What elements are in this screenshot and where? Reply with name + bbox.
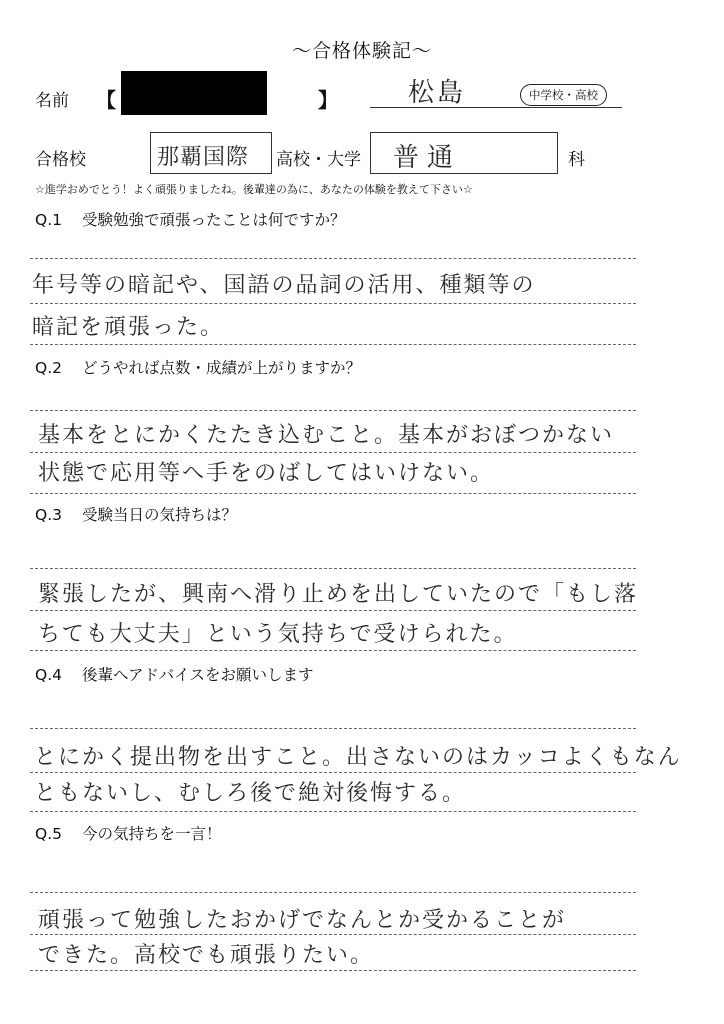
intro-text: ☆進学おめでとう！よく頑張りましたね。後輩達の為に、あなたの体験を教えて下さい☆ xyxy=(35,183,473,196)
question-4 xyxy=(35,663,314,685)
department-box xyxy=(370,132,558,174)
question-number: Q.4 xyxy=(35,666,62,684)
answer-5-line-2: できた。高校でも頑張りたい。 xyxy=(38,943,375,968)
answer-2-line-1: 基本をとにかくたたき込むこと。基本がおぼつかない xyxy=(38,423,615,448)
school-label: 合格校 xyxy=(35,150,86,170)
school-name: 那覇国際 xyxy=(157,145,250,170)
question-1 xyxy=(35,208,345,230)
answer-line xyxy=(30,452,636,453)
answer-line xyxy=(30,410,636,411)
answer-line xyxy=(30,610,636,611)
answer-4-line-1: とにかく提出物を出すこと。出さないのはカッコよくもなん xyxy=(34,745,682,770)
question-3 xyxy=(35,503,237,525)
name-underline xyxy=(370,107,622,108)
school-name-box xyxy=(150,132,272,174)
answer-3-line-2: ちても大丈夫」という気持ちで受けられた。 xyxy=(38,622,518,647)
answer-line xyxy=(30,728,636,729)
question-text: どうやれば点数・成績が上がりますか？ xyxy=(81,359,361,377)
question-text: 今の気持ちを一言！ xyxy=(81,825,222,843)
question-5 xyxy=(35,822,221,844)
school-type-oval xyxy=(520,84,607,106)
question-text: 受験勉強で頑張ったことは何ですか？ xyxy=(81,211,346,229)
school-type-label: 中学校・高校 xyxy=(529,88,598,102)
school-suffix: 高校・大学 xyxy=(276,150,361,170)
answer-line xyxy=(30,568,636,569)
answer-5-line-1: 頑張って勉強したおかげでなんとか受かることが xyxy=(38,908,567,933)
question-number: Q.2 xyxy=(35,359,62,377)
redacted-name xyxy=(121,71,267,115)
question-2 xyxy=(35,356,361,378)
answer-line xyxy=(30,344,636,345)
question-number: Q.5 xyxy=(35,825,62,843)
question-text: 受験当日の気持ちは？ xyxy=(81,506,237,524)
name-label: 名前 xyxy=(35,91,69,111)
bracket-close: 】 xyxy=(318,88,338,112)
bracket-open: 【 xyxy=(96,88,116,112)
question-number: Q.1 xyxy=(35,211,62,229)
answer-line xyxy=(30,811,636,812)
handwritten-name: 松島 xyxy=(408,78,467,108)
department-suffix: 科 xyxy=(568,150,585,170)
answer-line xyxy=(30,650,636,651)
answer-line xyxy=(30,892,636,893)
answer-line xyxy=(30,934,636,935)
answer-1-line-2: 暗記を頑張った。 xyxy=(32,315,225,340)
department-name: 普通 xyxy=(393,143,462,173)
question-text: 後輩へアドバイスをお願いします xyxy=(81,666,314,684)
answer-2-line-2: 状態で応用等へ手をのばしてはいけない。 xyxy=(38,461,495,486)
answer-3-line-1: 緊張したが、興南へ滑り止めを出していたので「もし落 xyxy=(38,582,639,607)
answer-line xyxy=(30,258,636,259)
question-number: Q.3 xyxy=(35,506,62,524)
answer-4-line-2: ともないし、むしろ後で絶対後悔する。 xyxy=(34,781,467,806)
answer-line xyxy=(30,493,636,494)
answer-line xyxy=(30,970,636,971)
answer-1-line-1: 年号等の暗記や、国語の品詞の活用、種類等の xyxy=(32,273,536,298)
page-title: ～合格体験記～ xyxy=(291,40,432,62)
answer-line xyxy=(30,772,636,773)
answer-line xyxy=(30,303,636,304)
